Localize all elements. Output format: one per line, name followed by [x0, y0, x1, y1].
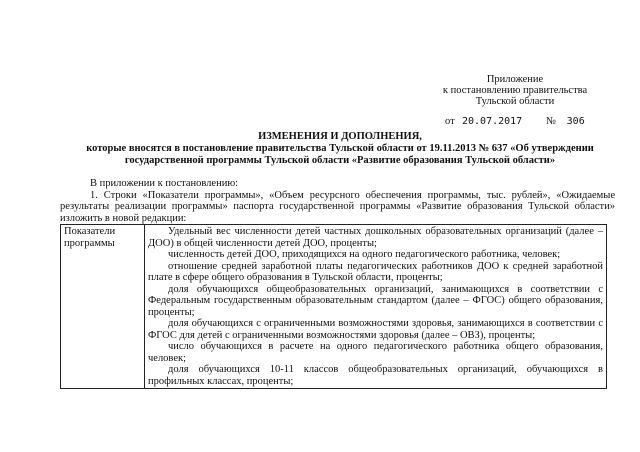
table-row — [61, 225, 607, 389]
document-heading — [60, 131, 620, 167]
indicator-item: доля обучающихся с ограниченными возможностями здоровья, занимающихся в соответствии с ФГОС для детей с ограниченными возможностями здоровья (далее – ОВЗ), проценты; — [148, 318, 603, 341]
appendix-block — [440, 74, 590, 107]
intro-paragraph-2: 1. Строки «Показатели программы», «Объем ресурсного обеспечения программы, тыс. рублей», «Ожидаемые результаты реализации программы» паспорта государственной программы «Развитие образования Тульской области» изложить в новой редакции: — [60, 189, 615, 224]
row-label: Показатели программы — [64, 226, 116, 249]
indicator-item: доля обучающихся 10-11 классов общеобразовательных организаций, обучающихся в профильных классах, проценты; — [148, 364, 603, 387]
heading-line-3: государственной программы Тульской области «Развитие образования Тульской области» — [124, 155, 556, 166]
decree-number: 306 — [566, 116, 585, 127]
date-number-line — [445, 116, 585, 127]
indicator-item: число обучающихся в расчете на одного педагогического работника общего образования, человек; — [148, 341, 603, 364]
row-content-cell — [145, 225, 607, 389]
heading-title: ИЗМЕНЕНИЯ И ДОПОЛНЕНИЯ, — [258, 131, 422, 142]
number-label: № — [546, 116, 557, 127]
heading-line-2: которые вносятся в постановление правительства Тульской области от 19.11.2013 № 637 «Об утверждении — [86, 143, 594, 154]
decree-date: 20.07.2017 — [462, 116, 523, 127]
intro-text — [60, 178, 615, 224]
indicator-item: Удельный вес численности детей частных дошкольных образовательных организаций (далее – ДОО) в общей численности детей ДОО, проценты; — [148, 226, 603, 249]
row-label-cell — [61, 225, 145, 389]
from-label: от — [445, 116, 455, 127]
indicator-item: численность детей ДОО, приходящихся на одного педагогического работника, человек; — [168, 249, 561, 260]
indicator-item: доля обучающихся общеобразовательных организаций, занимающихся в соответствии с Федеральным государственным образовательным стандартом (далее – ФГОС) общего образования, проценты; — [148, 283, 603, 318]
indicators-table — [60, 224, 607, 389]
intro-paragraph-1: В приложении к постановлению: — [90, 178, 239, 189]
appendix-line-2: к постановлению правительства — [442, 85, 588, 96]
appendix-line-3: Тульской области — [475, 96, 555, 107]
appendix-line-1: Приложение — [486, 74, 544, 85]
indicator-item: отношение средней заработной платы педагогических работников ДОО к средней заработной плате в сфере общего образования в Тульской области, проценты; — [148, 260, 603, 283]
